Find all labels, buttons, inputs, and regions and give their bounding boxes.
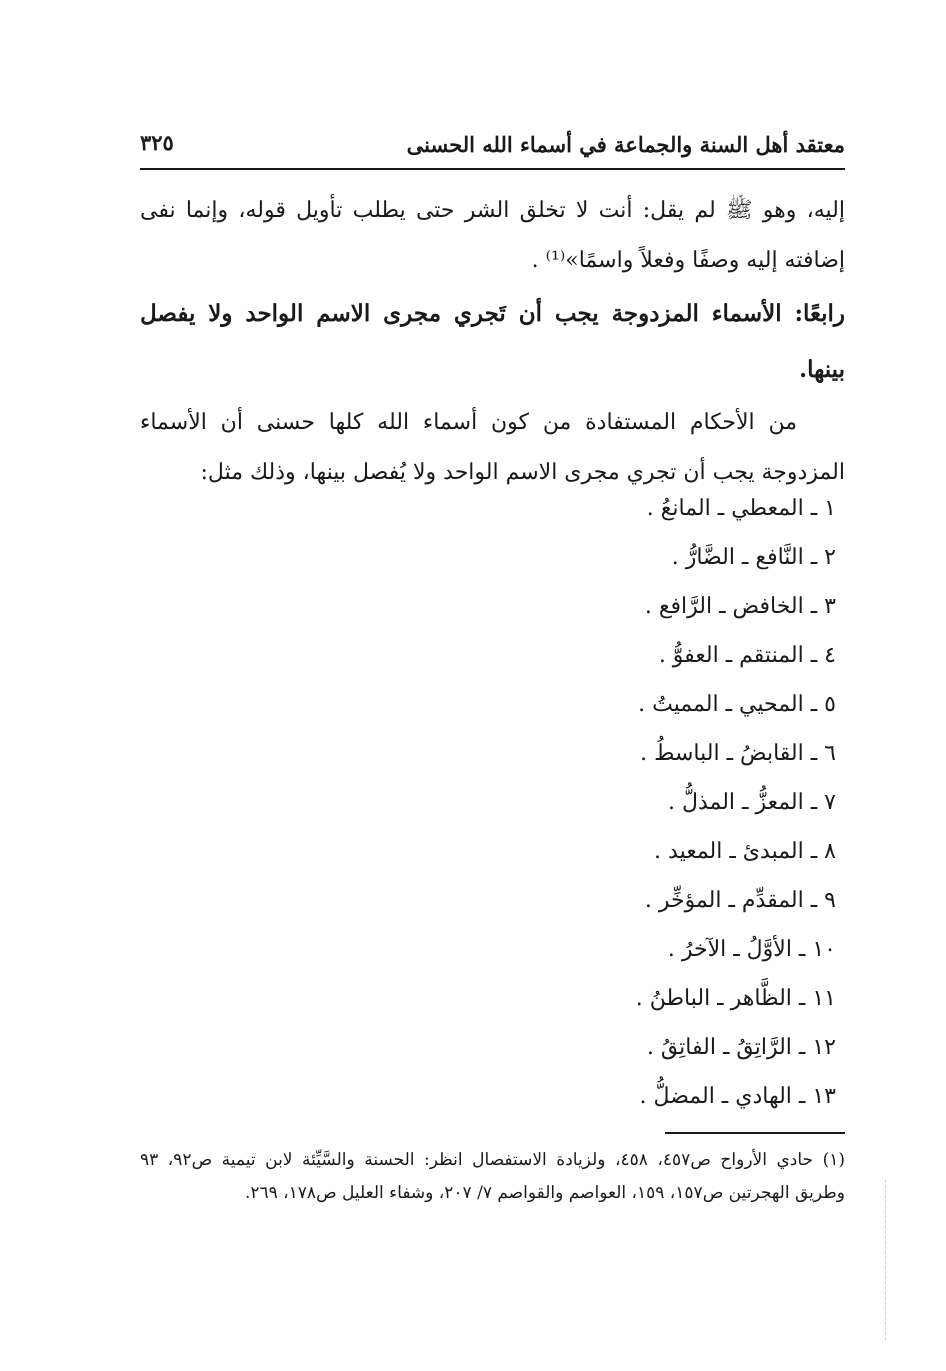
list-item: ٥ ـ المحيي ـ المميتُ . xyxy=(638,692,836,717)
header-rule xyxy=(140,168,845,170)
list-item: ٨ ـ المبدئ ـ المعيد . xyxy=(654,839,836,864)
list-item: ١١ ـ الظَّاهر ـ الباطنُ . xyxy=(635,986,836,1011)
main-text xyxy=(140,186,845,498)
list-item: ٧ ـ المعزُّ ـ المذلُّ . xyxy=(667,790,836,815)
list-item: ٣ ـ الخافض ـ الرَّافع . xyxy=(644,594,836,619)
page-number: ٣٢٥ xyxy=(140,130,174,155)
section-heading: رابعًا: الأسماء المزدوجة يجب أن تَجري مجرى الاسم الواحد ولا يفصل بينها. xyxy=(140,300,845,383)
page-header xyxy=(140,128,845,164)
list-item: ١٠ ـ الأوَّلُ ـ الآخرُ . xyxy=(667,937,836,962)
list-item: ٦ ـ القابضُ ـ الباسطُ . xyxy=(640,741,836,766)
list-item: ٩ ـ المقدِّم ـ المؤخِّر . xyxy=(644,888,836,913)
footnote: (١) حادي الأرواح ص٤٥٧، ٤٥٨، ولزيادة الاستفصال انظر: الحسنة والسَّيِّئة لابن تيمية ص٩٢، ٩٣ وطريق الهجرتين ص١٥٧، ١٥٩، العواصم والقواصم ٧/ ٢٠٧، وشفاء العليل ص١٧٨، ٢٦٩. xyxy=(140,1150,846,1203)
intro-paragraph: إليه، وهو ﷺ لم يقل: أنت لا تخلق الشر حتى يطلب تأويل قوله، وإنما نفى إضافته إليه وصفًا وفعلاً واسمًا»⁽¹⁾ . xyxy=(140,198,845,273)
list-item: ١ ـ المعطي ـ المانعُ . xyxy=(646,496,836,521)
list-item: ٢ ـ النَّافع ـ الضَّارُّ . xyxy=(671,545,836,570)
list-item: ٤ ـ المنتقم ـ العفوُّ . xyxy=(658,643,836,668)
list-item: ١٣ ـ الهادي ـ المضلُّ . xyxy=(639,1084,836,1109)
footnote-separator xyxy=(665,1132,845,1134)
list-item: ١٢ ـ الرَّاتِقُ ـ الفاتِقُ . xyxy=(646,1035,836,1060)
names-list xyxy=(456,484,836,1121)
running-title: معتقد أهل السنة والجماعة في أسماء الله الحسنى xyxy=(406,132,845,157)
body-paragraph: من الأحكام المستفادة من كون أسماء الله كلها حسنى أن الأسماء المزدوجة يجب أن تجري مجرى الاسم الواحد ولا يُفصل بينها، وذلك مثل: xyxy=(140,410,845,485)
scan-margin-line xyxy=(885,1180,886,1340)
